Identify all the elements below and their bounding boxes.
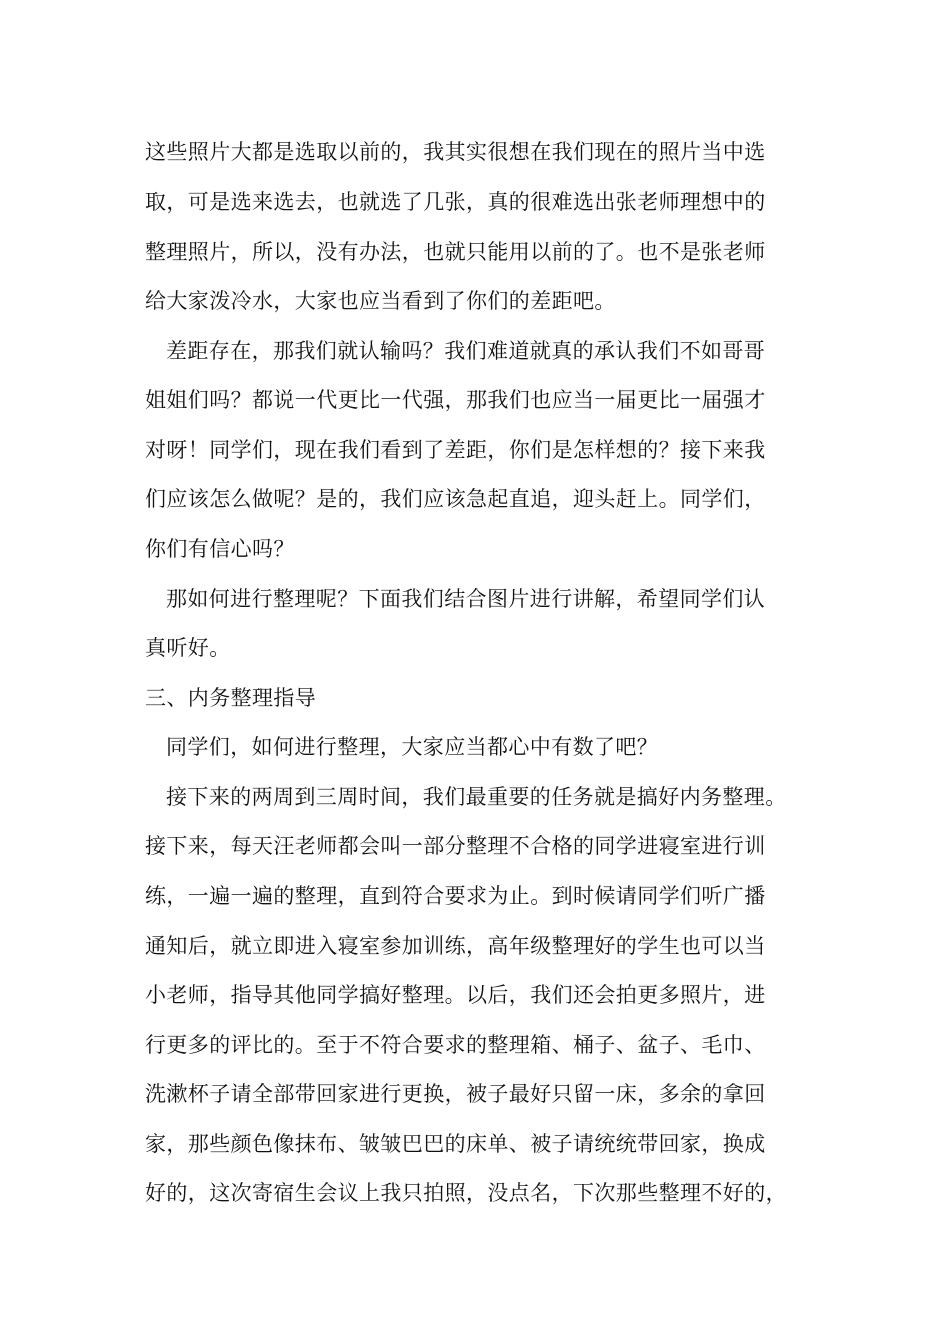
text-line: 整理照片，所以，没有办法，也就只能用以前的了。也不是张老师 xyxy=(145,240,766,264)
section-heading: 三、内务整理指导 xyxy=(145,686,317,710)
text-line: 同学们，如何进行整理，大家应当都心中有数了吧？ xyxy=(166,735,659,759)
text-line: 姐姐们吗？都说一代更比一代强，那我们也应当一届更比一届强才 xyxy=(145,388,766,412)
text-line: 对呀！同学们，现在我们看到了差距，你们是怎样想的？接下来我 xyxy=(145,438,766,462)
text-line: 那如何进行整理呢？下面我们结合图片进行讲解，希望同学们认 xyxy=(166,587,766,611)
text-line: 给大家泼冷水，大家也应当看到了你们的差距吧。 xyxy=(145,289,616,313)
text-line: 通知后，就立即进入寝室参加训练，高年级整理好的学生也可以当 xyxy=(145,934,766,958)
text-line: 洗漱杯子请全部带回家进行更换，被子最好只留一床，多余的拿回 xyxy=(145,1082,766,1106)
text-line: 练，一遍一遍的整理，直到符合要求为止。到时候请同学们听广播 xyxy=(145,884,766,908)
text-line: 好的，这次寄宿生会议上我只拍照，没点名，下次那些整理不好的， xyxy=(145,1181,787,1205)
text-line: 接下来的两周到三周时间，我们最重要的任务就是搞好内务整理。 xyxy=(166,785,787,809)
text-line: 你们有信心吗？ xyxy=(145,537,295,561)
text-line: 真听好。 xyxy=(145,636,231,660)
text-line: 接下来，每天汪老师都会叫一部分整理不合格的同学进寝室进行训 xyxy=(145,834,766,858)
text-line: 这些照片大都是选取以前的，我其实很想在我们现在的照片当中选 xyxy=(145,140,766,164)
text-line: 家，那些颜色像抹布、皱皱巴巴的床单、被子请统统带回家，换成 xyxy=(145,1132,766,1156)
text-line: 小老师，指导其他同学搞好整理。以后，我们还会拍更多照片，进 xyxy=(145,983,766,1007)
text-line: 们应该怎么做呢？是的，我们应该急起直追，迎头赶上。同学们， xyxy=(145,487,766,511)
text-line: 差距存在，那我们就认输吗？我们难道就真的承认我们不如哥哥 xyxy=(166,339,766,363)
text-line: 行更多的评比的。至于不符合要求的整理箱、桶子、盆子、毛巾、 xyxy=(145,1033,766,1057)
text-line: 取，可是选来选去，也就选了几张，真的很难选出张老师理想中的 xyxy=(145,190,766,214)
